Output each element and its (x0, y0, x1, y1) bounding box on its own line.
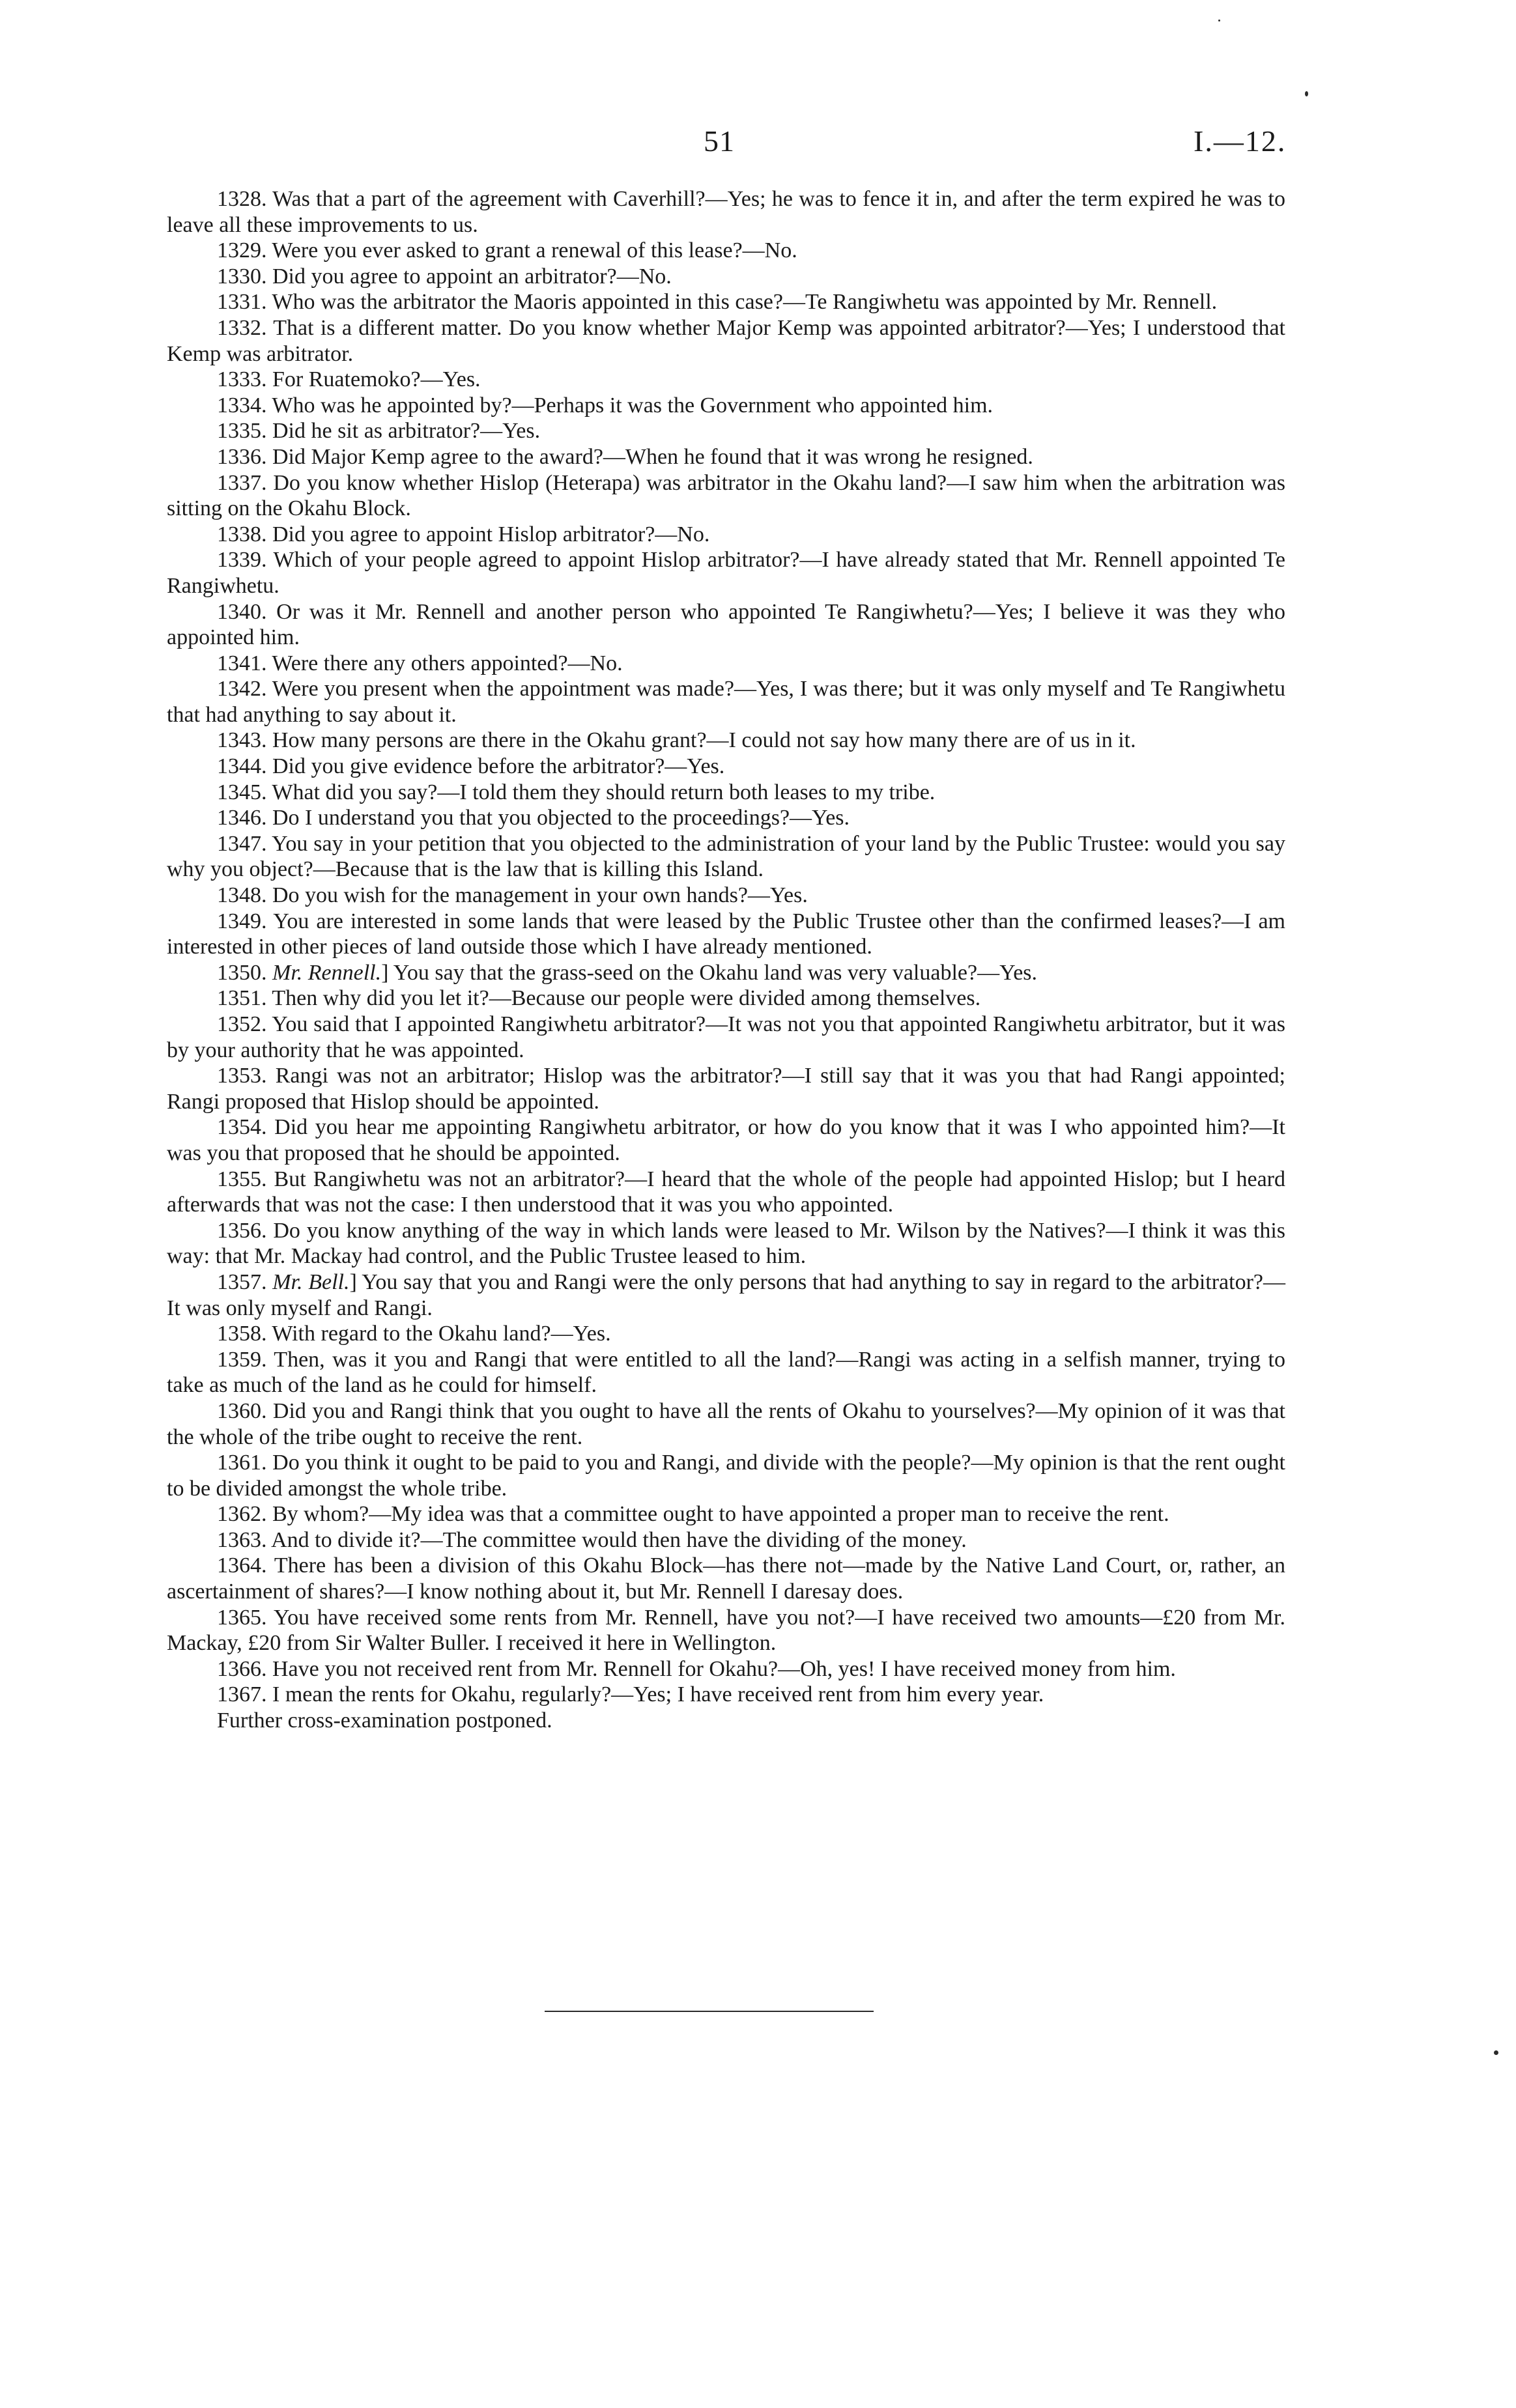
transcript-entry: 1363. And to divide it?—The committee would then have the dividing of the money. (217, 1527, 967, 1552)
transcript-entry: 1340. Or was it Mr. Rennell and another person who appointed Te Rangiwhetu?—Yes; I believe it was they who appointed him. (167, 599, 1285, 650)
transcript-entry: 1359. Then, was it you and Rangi that were entitled to all the land?—Rangi was acting in a selfish manner, trying to take as much of the land as he could for himself. (167, 1347, 1285, 1398)
transcript-entry: 1344. Did you give evidence before the arbitrator?—Yes. (217, 754, 725, 779)
transcript-entry: 1348. Do you wish for the management in your own hands?—Yes. (217, 883, 808, 908)
transcript-entry: 1364. There has been a division of this Okahu Block—has there not—made by the Native Land Court, or, rather, an ascertainment of shares?—I know nothing about it, but Mr. Rennell I daresay does. (167, 1553, 1285, 1604)
transcript-entry: 1339. Which of your people agreed to appoint Hislop arbitrator?—I have already stated that Mr. Rennell appointed Te Rangiwhetu. (167, 548, 1285, 598)
transcript-entry: 1341. Were there any others appointed?—No. (217, 651, 623, 675)
print-speck (1305, 91, 1308, 96)
transcript-entry-with-speaker (167, 960, 1285, 986)
transcript-entry: 1361. Do you think it ought to be paid to you and Rangi, and divide with the people?—My opinion is that the rent ought to be divided amongst the whole tribe. (167, 1451, 1285, 1501)
transcript-body (167, 186, 1285, 1734)
entry-number: 1357. (217, 1269, 267, 1294)
transcript-entry: 1362. By whom?—My idea was that a committee ought to have appointed a proper man to receive the rent. (217, 1502, 1169, 1527)
transcript-entry: 1336. Did Major Kemp agree to the award?—When he found that it was wrong he resigned. (217, 444, 1033, 469)
print-speck (1218, 20, 1220, 21)
transcript-entry: 1338. Did you agree to appoint Hislop arbitrator?—No. (217, 522, 710, 546)
transcript-entry: 1332. That is a different matter. Do you know whether Major Kemp was appointed arbitrator?—Yes; I understood that Kemp was arbitrator. (167, 315, 1285, 366)
transcript-entry: 1346. Do I understand you that you objected to the proceedings?—Yes. (217, 806, 850, 830)
transcript-entry: 1360. Did you and Rangi think that you ought to have all the rents of Okahu to yourselves?—My opinion of it was that the whole of the tribe ought to receive the rent. (167, 1398, 1285, 1449)
transcript-entry: 1353. Rangi was not an arbitrator; Hislop was the arbitrator?—I still say that it was you that had Rangi appointed; Rangi proposed that Hislop should be appointed. (167, 1064, 1285, 1114)
transcript-entry: 1349. You are interested in some lands that were leased by the Public Trustee other than the confirmed leases?—I am interested in other pieces of land outside those which I have already mentioned. (167, 909, 1285, 959)
transcript-entry-with-speaker (167, 1269, 1285, 1321)
speaker-name: Mr. Bell. (272, 1269, 350, 1294)
transcript-entry: 1358. With regard to the Okahu land?—Yes. (217, 1322, 611, 1346)
transcript-entry: 1352. You said that I appointed Rangiwhetu arbitrator?—It was not you that appointed Rangiwhetu arbitrator, but it was by your authority that he was appointed. (167, 1012, 1285, 1062)
transcript-entry: 1333. For Ruatemoko?—Yes. (217, 367, 481, 392)
transcript-entry: 1351. Then why did you let it?—Because our people were divided among themselves. (217, 986, 981, 1011)
transcript-entry: 1328. Was that a part of the agreement with Caverhill?—Yes; he was to fence it in, and after the term expired he was to leave all these improvements to us. (167, 187, 1285, 237)
transcript-entry: 1356. Do you know anything of the way in which lands were leased to Mr. Wilson by the Natives?—I think it was this way: that Mr. Mackay had control, and the Public Trustee leased to him. (167, 1218, 1285, 1269)
entry-text: ] You say that the grass-seed on the Okahu land was very valuable?—Yes. (381, 960, 1038, 985)
transcript-entry: 1345. What did you say?—I told them they should return both leases to my tribe. (217, 780, 936, 804)
print-speck (1494, 2050, 1498, 2055)
transcript-entry: 1365. You have received some rents from Mr. Rennell, have you not?—I have received two amounts—£20 from Mr. Mackay, £20 from Sir Walter Buller. I received it here in Wellington. (167, 1605, 1285, 1656)
transcript-entry: 1331. Who was the arbitrator the Maoris appointed in this case?—Te Rangiwhetu was appointed by Mr. Rennell. (217, 290, 1218, 315)
transcript-entry: 1330. Did you agree to appoint an arbitrator?—No. (217, 264, 672, 289)
transcript-entry: 1347. You say in your petition that you objected to the administration of your land by the Public Trustee: would you say why you object?—Because that is the law that is killing this Island. (167, 831, 1285, 882)
transcript-entry: 1329. Were you ever asked to grant a renewal of this lease?—No. (217, 238, 797, 263)
page-number: 51 (704, 124, 735, 158)
transcript-entry: 1337. Do you know whether Hislop (Heterapa) was arbitrator in the Okahu land?—I saw him when the arbitration was sitting on the Okahu Block. (167, 470, 1285, 521)
closing-note: Further cross-examination postponed. (217, 1708, 552, 1733)
document-reference: I.—12. (1194, 124, 1287, 158)
transcript-entry: 1343. How many persons are there in the Okahu grant?—I could not say how many there are of us in it. (217, 728, 1136, 753)
transcript-entry: 1366. Have you not received rent from Mr. Rennell for Okahu?—Oh, yes! I have received money from him. (217, 1656, 1176, 1681)
speaker-name: Mr. Rennell. (272, 960, 382, 985)
closing-rule (545, 2011, 874, 2012)
entry-text: ] You say that you and Rangi were the only persons that had anything to say in regard to the arbitrator?—It was only myself and Rangi. (167, 1269, 1286, 1320)
transcript-entry: 1355. But Rangiwhetu was not an arbitrator?—I heard that the whole of the people had appointed Hislop; but I heard afterwards that was not the case: I then understood that it was you who appointed. (167, 1167, 1285, 1217)
transcript-entry: 1367. I mean the rents for Okahu, regularly?—Yes; I have received rent from him every year. (217, 1682, 1044, 1707)
transcript-entry: 1335. Did he sit as arbitrator?—Yes. (217, 419, 541, 444)
transcript-entry: 1354. Did you hear me appointing Rangiwhetu arbitrator, or how do you know that it was I who appointed him?—It was you that proposed that he should be appointed. (167, 1115, 1285, 1165)
transcript-entry: 1334. Who was he appointed by?—Perhaps it was the Government who appointed him. (217, 393, 994, 418)
transcript-entry: 1342. Were you present when the appointment was made?—Yes, I was there; but it was only myself and Te Rangiwhetu that had anything to say about it. (167, 677, 1285, 727)
entry-number: 1350. (217, 960, 267, 985)
